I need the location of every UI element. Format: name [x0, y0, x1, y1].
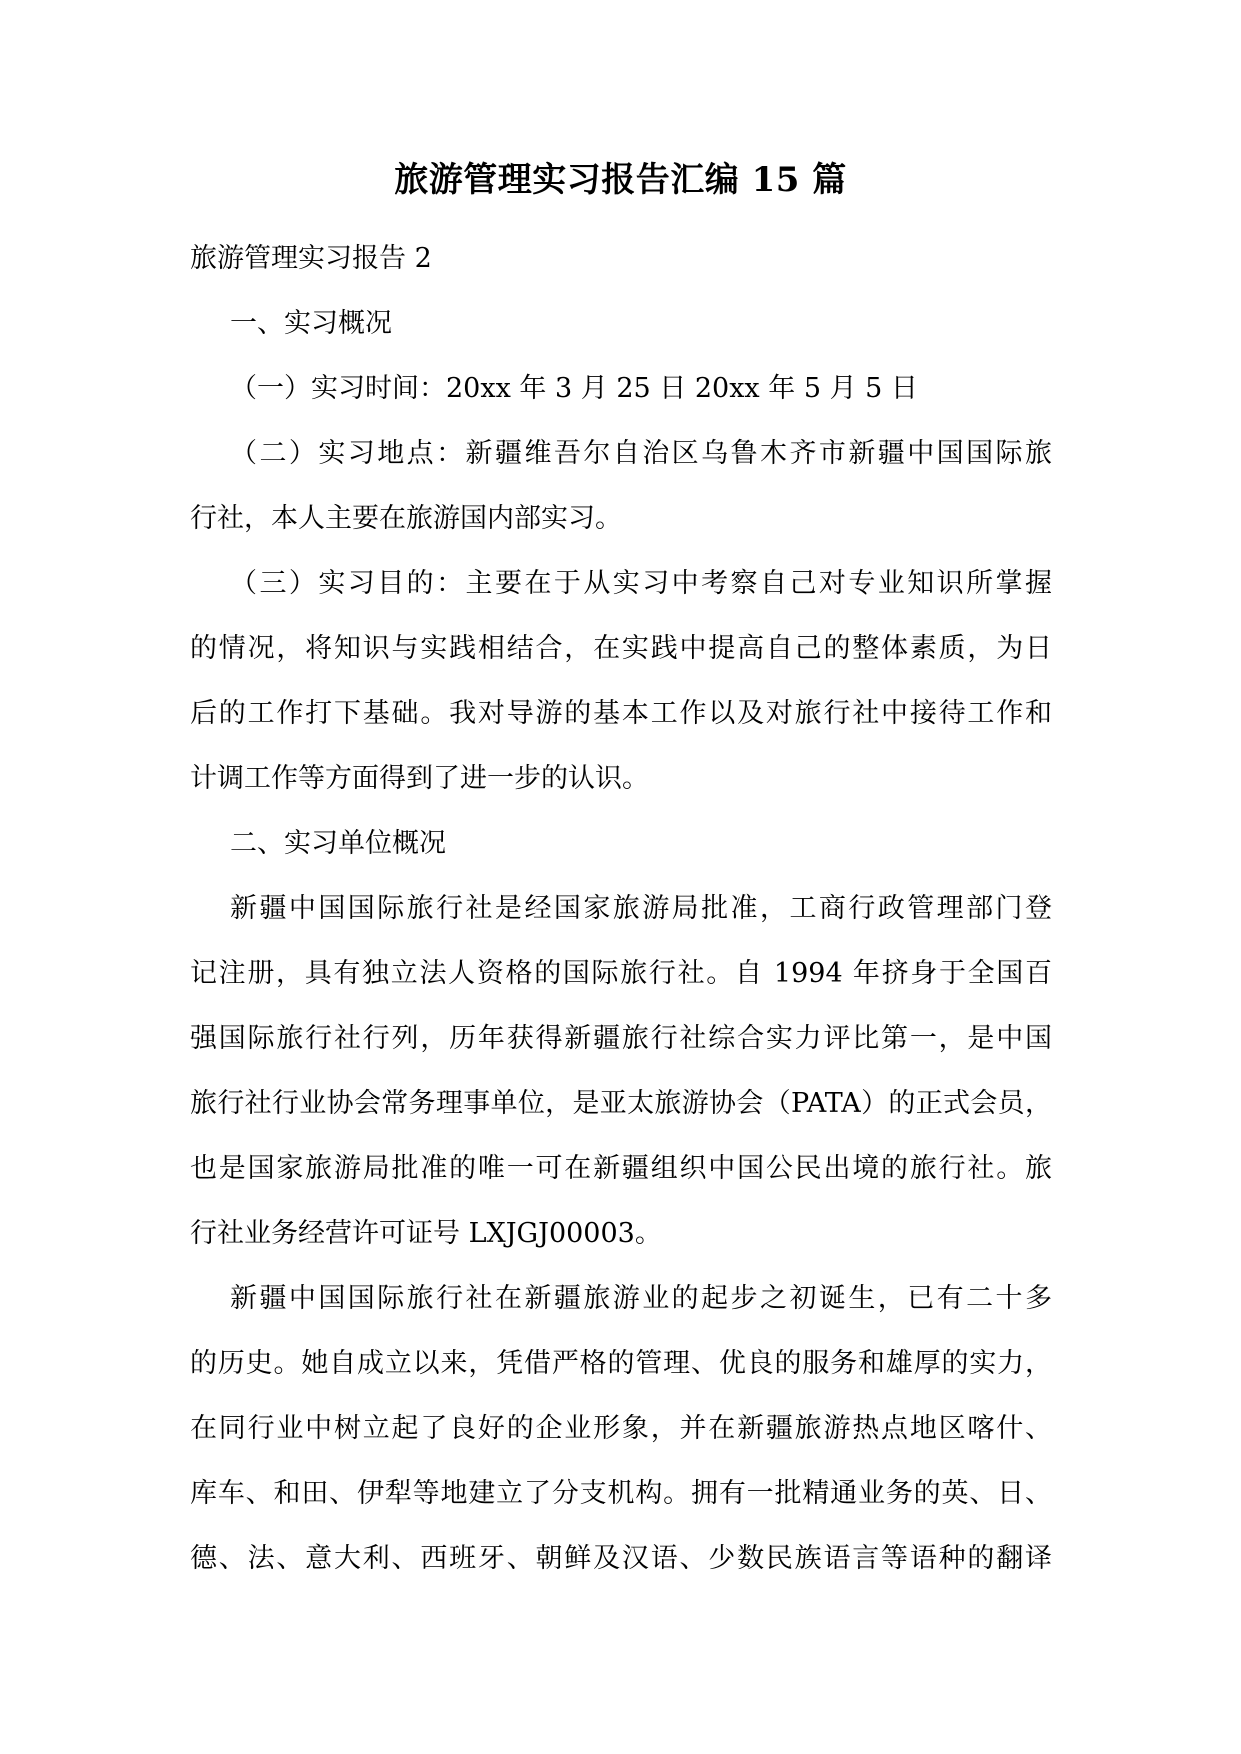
paragraph-line: 二、实习单位概况 — [230, 828, 446, 859]
paragraph-line: 库车、和田、伊犁等地建立了分支机构。拥有一批精通业务的英、日、 — [190, 1478, 1052, 1509]
paragraph-line: 新疆中国国际旅行社是经国家旅游局批准，工商行政管理部门登 — [230, 893, 1052, 924]
paragraph-line: 旅游管理实习报告 2 — [190, 243, 432, 274]
paragraph-line: （二）实习地点：新疆维吾尔自治区乌鲁木齐市新疆中国国际旅 — [230, 438, 1052, 469]
paragraph-line: 行社，本人主要在旅游国内部实习。 — [190, 503, 622, 534]
paragraph-line: 计调工作等方面得到了进一步的认识。 — [190, 763, 649, 794]
paragraph-line: 旅行社行业协会常务理事单位，是亚太旅游协会（PATA）的正式会员， — [190, 1088, 1052, 1119]
paragraph-line: 记注册，具有独立法人资格的国际旅行社。自 1994 年挤身于全国百 — [190, 958, 1052, 989]
paragraph-line: 后的工作打下基础。我对导游的基本工作以及对旅行社中接待工作和 — [190, 698, 1052, 729]
paragraph-line: （一）实习时间：20xx 年 3 月 25 日 20xx 年 5 月 5 日 — [230, 373, 918, 404]
document-title: 旅游管理实习报告汇编 15 篇 — [394, 160, 847, 200]
paragraph-line: （三）实习目的：主要在于从实习中考察自己对专业知识所掌握 — [230, 568, 1052, 599]
paragraph-line: 也是国家旅游局批准的唯一可在新疆组织中国公民出境的旅行社。旅 — [190, 1153, 1052, 1184]
paragraph-line: 德、法、意大利、西班牙、朝鲜及汉语、少数民族语言等语种的翻译 — [190, 1543, 1052, 1574]
document-body — [190, 226, 1052, 1591]
paragraph-line: 的历史。她自成立以来，凭借严格的管理、优良的服务和雄厚的实力， — [190, 1348, 1052, 1379]
paragraph-line: 的情况，将知识与实践相结合，在实践中提高自己的整体素质，为日 — [190, 633, 1052, 664]
paragraph-line: 在同行业中树立起了良好的企业形象，并在新疆旅游热点地区喀什、 — [190, 1413, 1052, 1444]
paragraph-line: 强国际旅行社行列，历年获得新疆旅行社综合实力评比第一，是中国 — [190, 1023, 1052, 1054]
paragraph-line: 行社业务经营许可证号 LXJGJ00003。 — [190, 1218, 662, 1249]
paragraph-line: 一、实习概况 — [230, 308, 392, 339]
paragraph-line: 新疆中国国际旅行社在新疆旅游业的起步之初诞生，已有二十多 — [230, 1283, 1052, 1314]
